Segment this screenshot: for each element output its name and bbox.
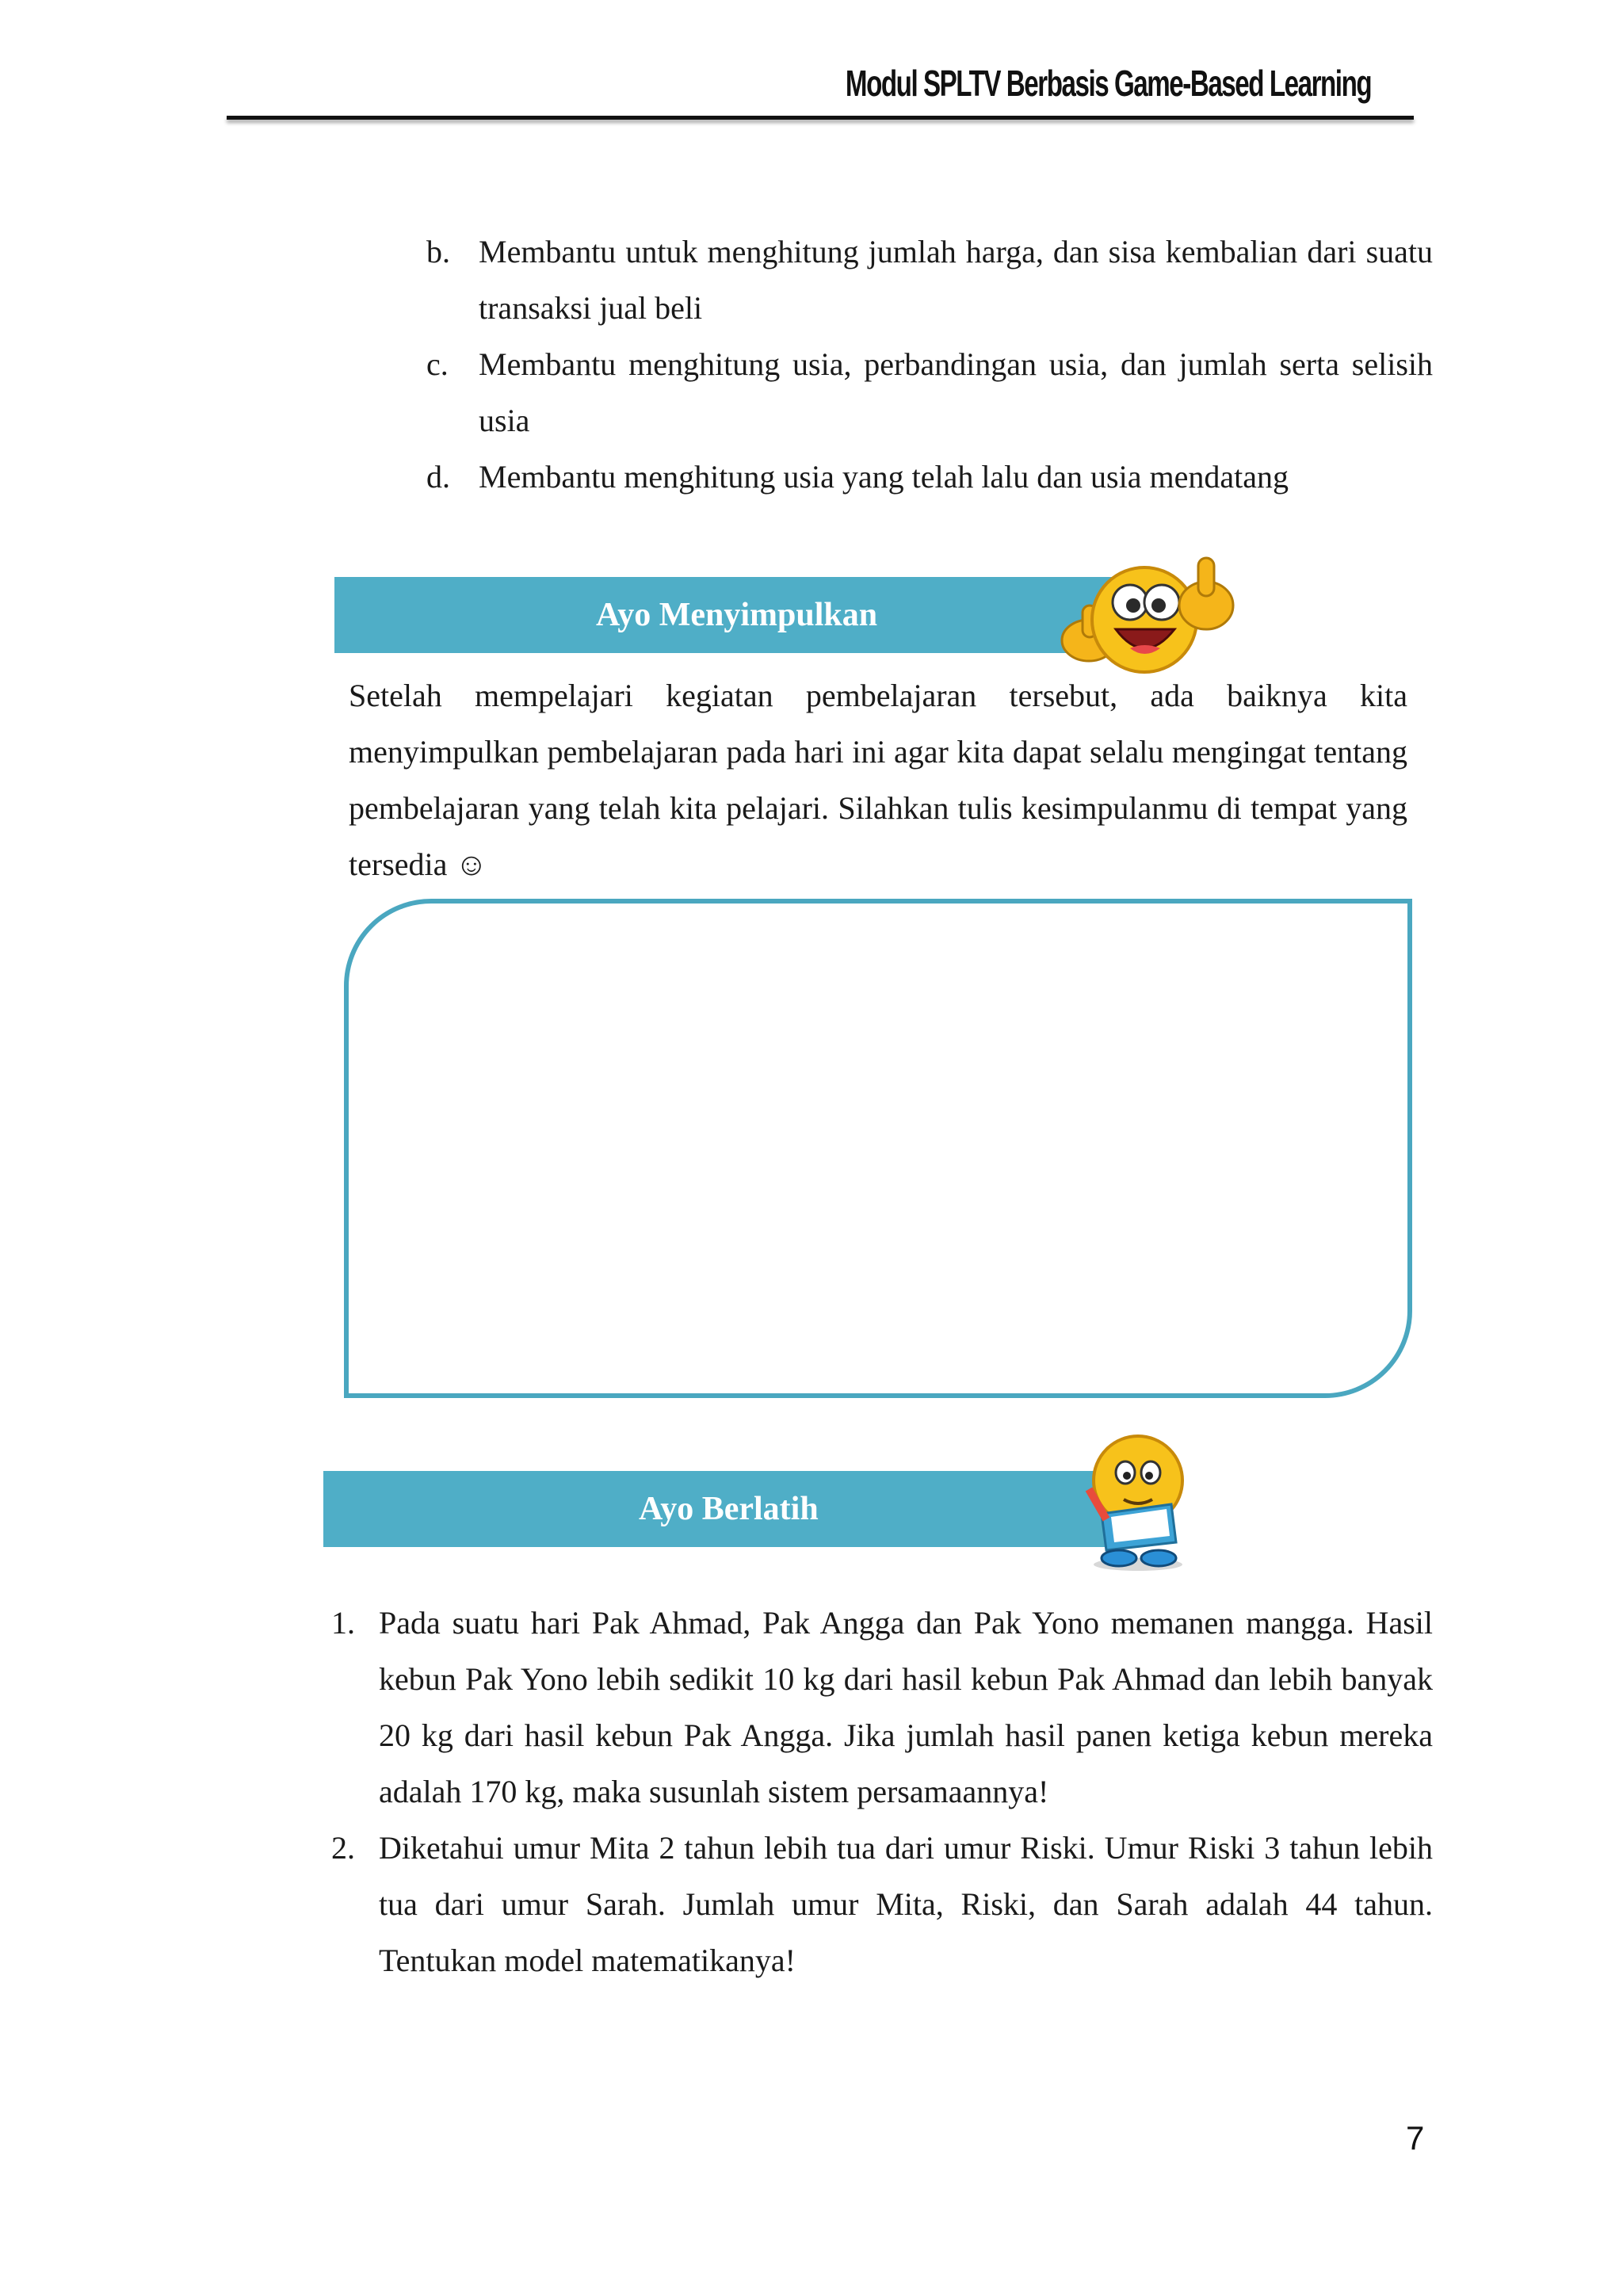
- thumbs-up-smiley-icon: [1051, 547, 1241, 682]
- conclusion-answer-box[interactable]: [344, 899, 1412, 1398]
- list-item-text: Membantu menghitung usia, perbandingan usia, dan jumlah serta selisih usia: [479, 346, 1433, 438]
- exercise-list: [331, 1595, 1433, 1988]
- conclude-instructions: Setelah mempelajari kegiatan pembelajaran tersebut, ada baiknya kita menyimpulkan pembelajaran pada hari ini agar kita dapat selalu mengingat tentang pembelajaran yang telah kita pelajari. Silahkan tulis kesimpulanmu di tempat yang tersedia ☺: [349, 678, 1407, 882]
- list-item-text: Membantu menghitung usia yang telah lalu dan usia mendatang: [479, 459, 1289, 495]
- section-header-conclude: [334, 577, 1127, 653]
- header-title: Modul SPLTV Berbasis Game-Based Learning: [845, 63, 1371, 104]
- section-header-practice: [323, 1471, 1116, 1547]
- list-marker: b.: [426, 234, 450, 269]
- header-rule: [227, 116, 1414, 120]
- exercise-text: Diketahui umur Mita 2 tahun lebih tua dari umur Riski. Umur Riski 3 tahun lebih tua dari umur Sarah. Jumlah umur Mita, Riski, dan Sarah adalah 44 tahun. Tentukan model matematikanya!: [379, 1830, 1433, 1978]
- section-title: Ayo Berlatih: [639, 1491, 819, 1527]
- list-item: [426, 449, 1433, 505]
- list-marker: c.: [426, 346, 449, 382]
- exercise-text: Pada suatu hari Pak Ahmad, Pak Angga dan Pak Yono memanen mangga. Hasil kebun Pak Yono lebih sedikit 10 kg dari hasil kebun Pak Ahmad dan lebih banyak 20 kg dari hasil kebun Pak Angga. Jika jumlah hasil panen ketiga kebun mereka adalah 170 kg, maka susunlah sistem persamaannya!: [379, 1605, 1433, 1809]
- list-item-text: Membantu untuk menghitung jumlah harga, dan sisa kembalian dari suatu transaksi jual beli: [479, 234, 1433, 326]
- exercise-number: 2.: [331, 1830, 355, 1866]
- exercise-item: [331, 1595, 1433, 1820]
- section-title: Ayo Menyimpulkan: [596, 597, 878, 633]
- benefit-list: [426, 223, 1433, 505]
- list-item: [426, 336, 1433, 449]
- page-number: 7: [1406, 2119, 1425, 2157]
- exercise-number: 1.: [331, 1605, 355, 1641]
- exercise-item: [331, 1820, 1433, 1988]
- writing-smiley-icon: [1075, 1431, 1201, 1574]
- list-marker: d.: [426, 459, 450, 495]
- list-item: [426, 223, 1433, 336]
